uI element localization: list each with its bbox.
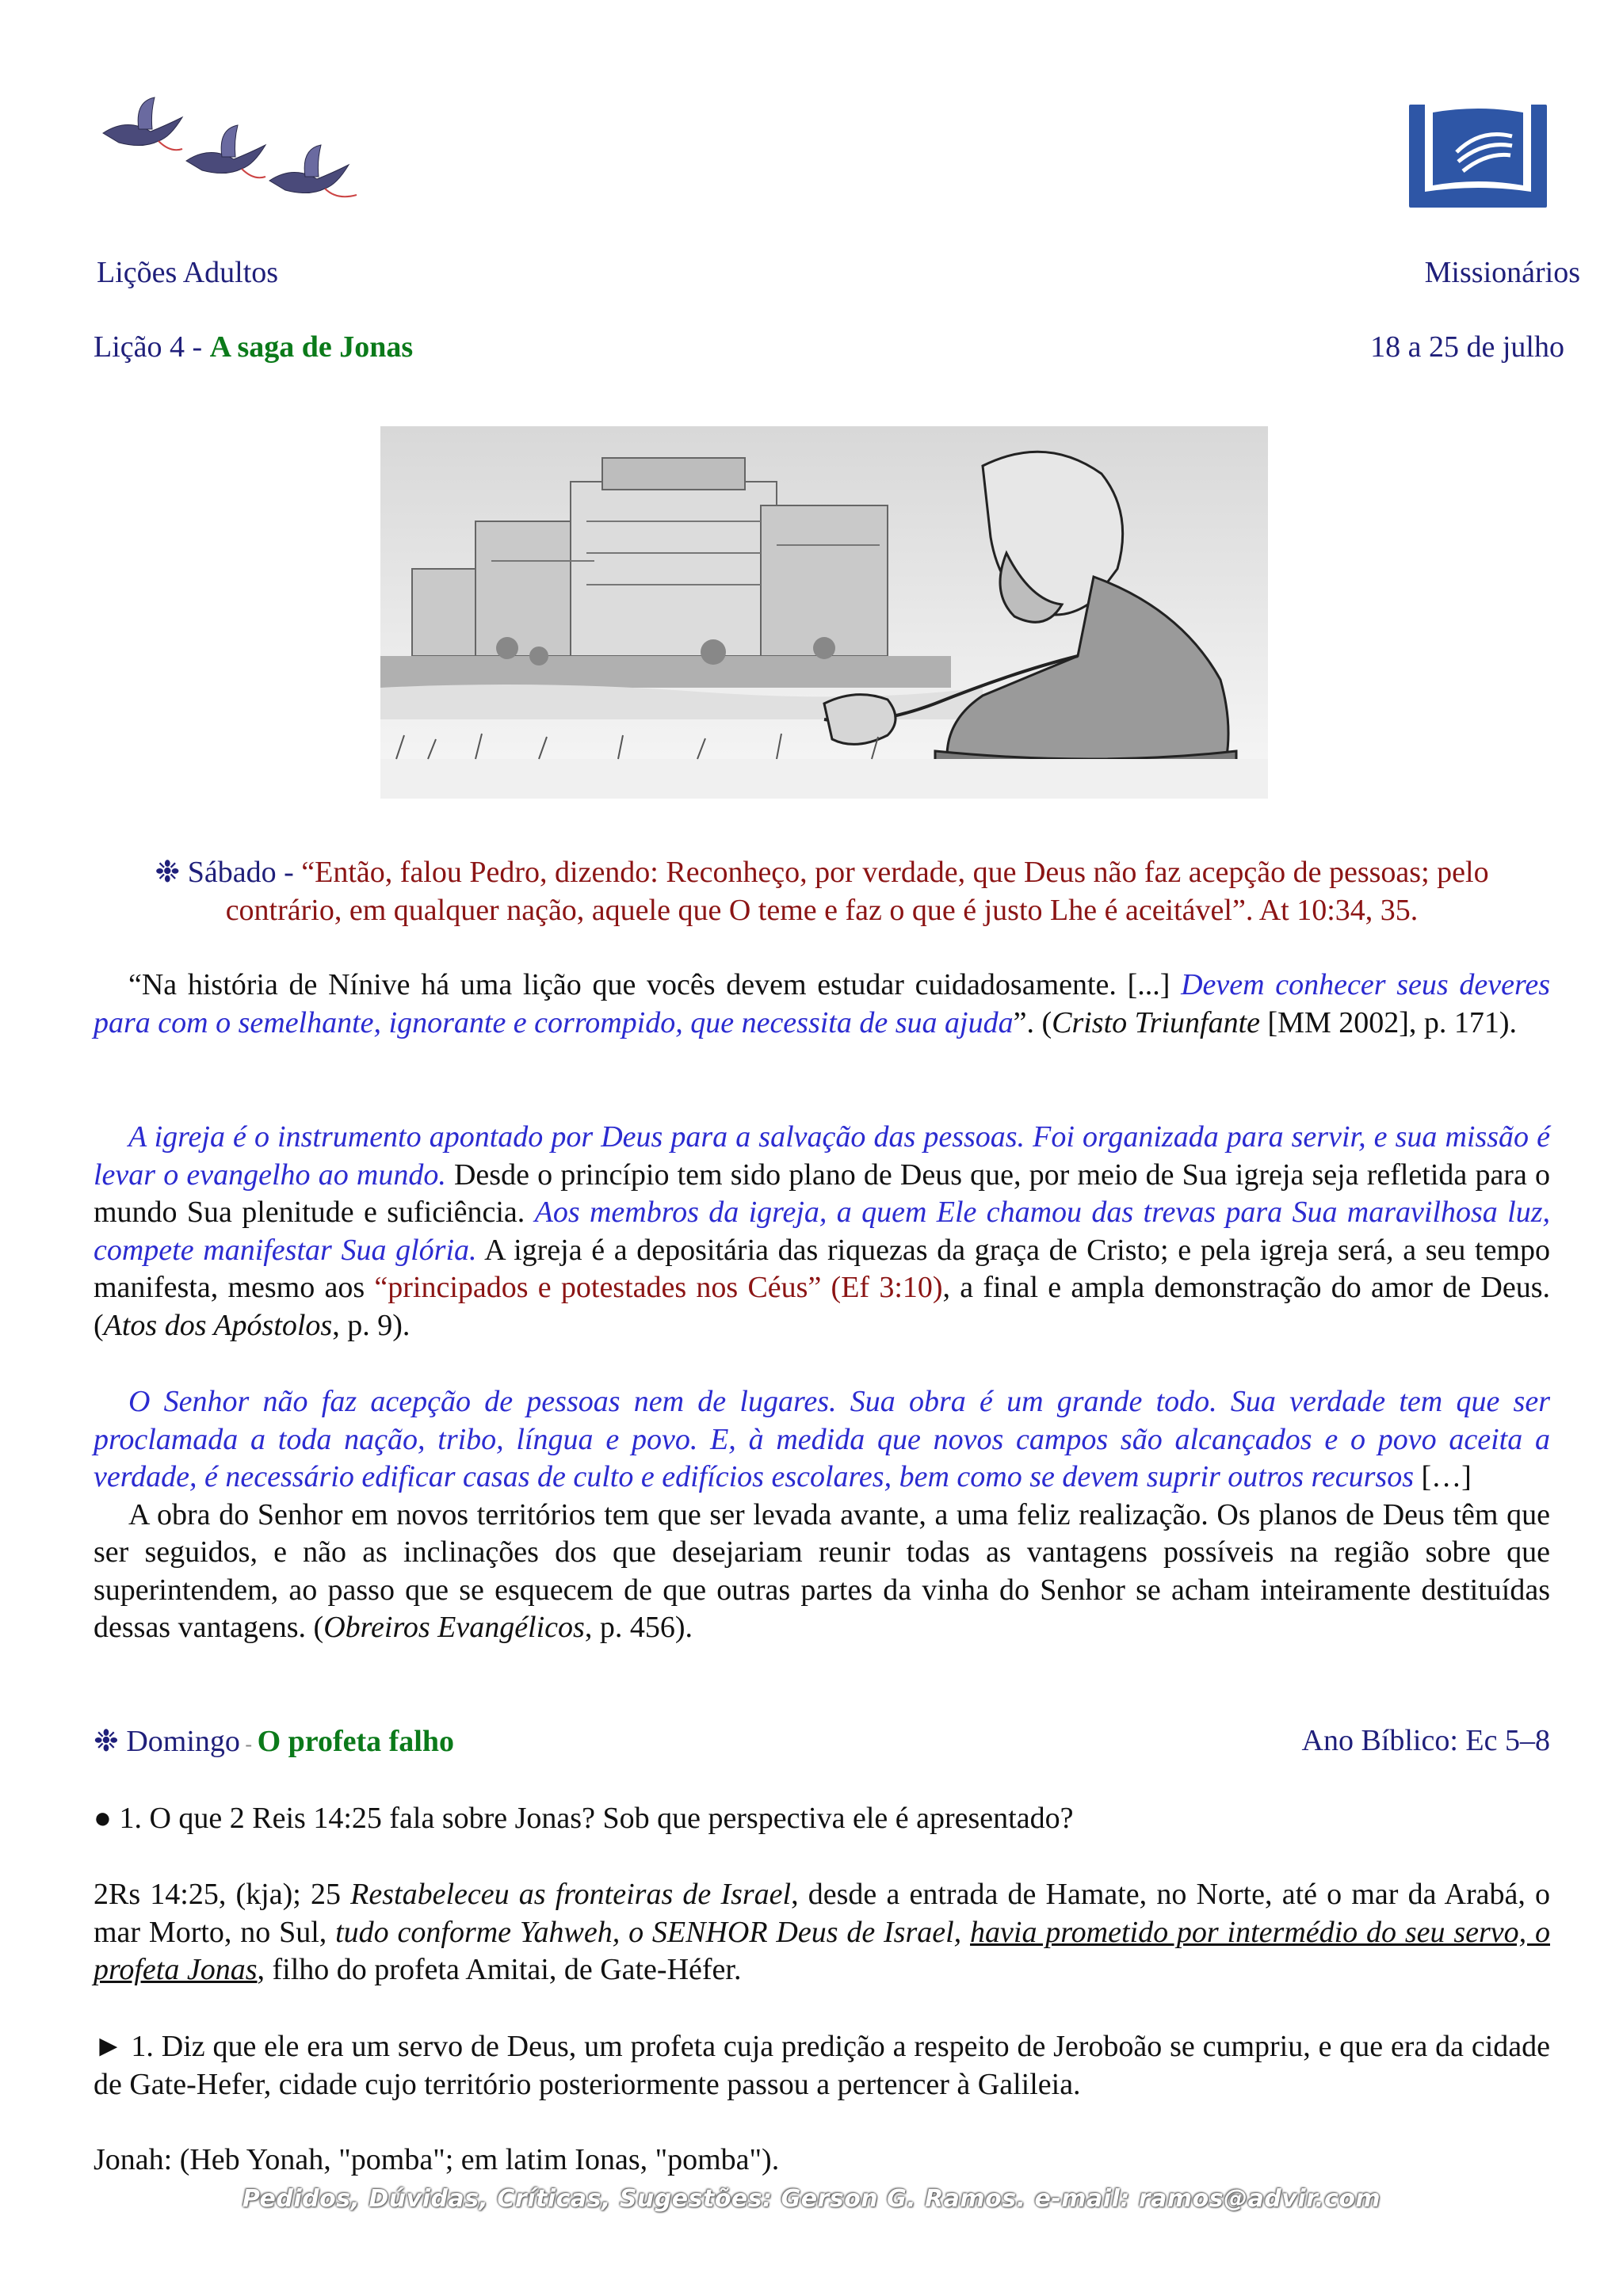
- quote1-italic: Devem conhecer seus deveres para com o semelhante, ignorante e corrompido, que necessita de sua ajuda: [94, 968, 1550, 1039]
- quote3-text: A obra do Senhor em novos territórios tem que ser levada avante, a uma feliz realização. Os planos de Deus têm que ser seguidos, e não as inclinações dos que desejariam reunir todas as vantagens possíveis na região sobre que superintendem, ao passo que se esquecem de que outras partes da vinha do Senhor se acham inteiramente destituídas dessas vantagens. (: [94, 1497, 1550, 1644]
- verse-2rs-text-c: , desde a entrada de Hamate, no Norte, até o mar da Arabá, o mar Morto, no Sul,: [94, 1878, 1551, 1949]
- sabado-marker: ❉ Sábado -: [155, 856, 302, 889]
- quote2-text-b: Desde o princípio tem sido plano de Deus que, por meio de Sua igreja seja refletida para o mundo Sua plenitude e suficiência.: [94, 1158, 1550, 1229]
- quote3-second: [94, 1497, 1550, 1647]
- sabado-verse-text: “Então, falou Pedro, dizendo: Reconheço, por verdade, que Deus não faz acepção de pessoas; pelo contrário, em qualquer nação, aquele que O teme e faz o que é justo Lhe é aceitável”. At 10:34, 35.: [225, 856, 1489, 927]
- answer-1: ► 1. Diz que ele era um servo de Deus, um profeta cuja predição a respeito de Jeroboão se cumpriu, e que era da cidade de Gate-Hefer, cidade cujo território posteriormente passou a pertencer à Galileia.: [94, 2030, 1550, 2101]
- quote3-source: Obreiros Evangélicos: [323, 1611, 585, 1644]
- footer-contact: Pedidos, Dúvidas, Críticas, Sugestões: Gerson G. Ramos. e-mail: ramos@advir.com: [242, 2185, 1381, 2213]
- quote1-ref: [MM 2002], p. 171).: [1260, 1005, 1518, 1039]
- quote2-text-d: A igreja é a depositária das riquezas da graça de Cristo; e pela igreja será, a seu tempo manifesta, mesmo aos: [94, 1233, 1551, 1304]
- quote3-first: [94, 1383, 1550, 1497]
- verse-2-reis: [94, 1876, 1550, 1989]
- jonah-nineveh-illustration: [380, 418, 1268, 799]
- quote2-bible-ref: “principados e potestades nos Céus” (Ef 3:10): [374, 1271, 943, 1304]
- ano-biblico: Ano Bíblico: Ec 5–8: [1301, 1724, 1550, 1757]
- question-1: ● 1. O que 2 Reis 14:25 fala sobre Jonas? Sob que perspectiva ele é apresentado?: [94, 1802, 1074, 1835]
- verse-2rs-text-f: , filho do profeta Amitai, de Gate-Héfer.: [257, 1953, 742, 1986]
- domingo-heading: [94, 1723, 454, 1759]
- quote3-italic: O Senhor não faz acepção de pessoas nem de lugares. Sua obra é um grande todo. Sua verdade tem que ser proclamada a toda nação, tribo, língua e povo. E, à medida que novos campos são alcançados e o povo aceita a verdade, é necessário edificar casas de culto e edifícios escolares, bem como se devem suprir outros recursos: [94, 1385, 1550, 1493]
- quote2-italic-a: A igreja é o instrumento apontado por Deus para a salvação das pessoas. Foi organizada para servir, e sua missão é levar o evangelho ao mundo.: [94, 1120, 1550, 1192]
- flying-birds-illustration: [95, 93, 372, 212]
- header-missionaries: Missionários: [1424, 256, 1580, 289]
- jonah-etymology: Jonah: (Heb Yonah, "pomba"; em latim Ionas, "pomba").: [94, 2143, 780, 2176]
- lesson-prefix: Lição 4 -: [94, 330, 210, 364]
- bird-2: [186, 125, 265, 177]
- quote2-page: , p. 9).: [332, 1308, 411, 1342]
- quote-atos-apostolos: [94, 1119, 1550, 1344]
- header-lessons-adults: Lições Adultos: [97, 256, 279, 289]
- verse-2rs-italic-d: tudo conforme Yahweh, o SENHOR Deus de Israel,: [335, 1915, 971, 1949]
- bird-1: [103, 97, 182, 150]
- quote-obreiros-evangelicos: [94, 1383, 1550, 1647]
- verse-2rs-underlined: havia prometido por intermédio do seu servo, o profeta Jonas: [94, 1915, 1550, 1986]
- quote1-source: Cristo Triunfante: [1052, 1005, 1261, 1039]
- lesson-title-line: [94, 330, 413, 364]
- quote2-italic-c: Aos membros da igreja, a quem Ele chamou das trevas para Sua maravilhosa luz, compete manifestar Sua glória.: [94, 1196, 1550, 1267]
- quote2-text-f: , a final e ampla demonstração do amor de Deus. (: [94, 1271, 1551, 1342]
- domingo-title: O profeta falho: [257, 1725, 454, 1758]
- sabado-verse: [94, 854, 1550, 929]
- verse-2rs-italic-b: Restabeleceu as fronteiras de Israel: [350, 1878, 792, 1911]
- quote-cristo-triunfante: [94, 967, 1550, 1042]
- quote1-text: “Na história de Nínive há uma lição que vocês devem estudar cuidadosamente. [...]: [128, 968, 1182, 1001]
- lesson-title: A saga de Jonas: [209, 330, 414, 364]
- quote2-source: Atos dos Apóstolos: [103, 1308, 333, 1342]
- domingo-marker: ❉ Domingo: [94, 1725, 240, 1758]
- lesson-dates: 18 a 25 de julho: [1370, 330, 1564, 364]
- quote3-page: , p. 456).: [584, 1611, 693, 1644]
- bird-3: [269, 145, 357, 196]
- domingo-sep: -: [239, 1733, 258, 1756]
- quote3-ellipsis: […]: [1414, 1460, 1472, 1493]
- church-book-logo: [1409, 97, 1547, 208]
- verse-2rs-ref: 2Rs 14:25, (kja); 25: [94, 1878, 351, 1911]
- quote1-close: ”. (: [1013, 1005, 1052, 1039]
